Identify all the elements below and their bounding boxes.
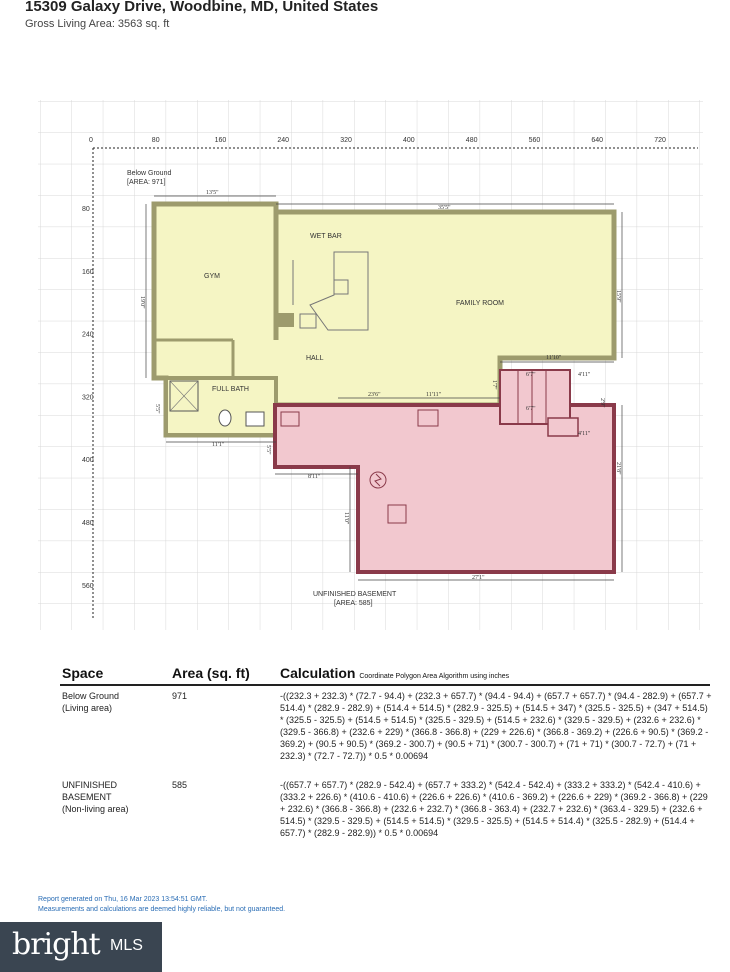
bright-mls-logo: [0, 922, 162, 972]
dim-top-width: 35'5": [438, 205, 451, 211]
col-calc-header: [280, 665, 509, 681]
dim-right-small: 2'9": [599, 398, 605, 408]
dim-step-top: 11'10": [546, 355, 562, 361]
dim-stair-a: 6'7": [526, 372, 536, 378]
logo-brand: bright: [12, 927, 100, 962]
y-tick-label: 80: [82, 206, 90, 213]
row2-calc: -((657.7 + 657.7) * (282.9 - 542.4) + (657.7 + 333.2) * (542.4 - 542.4) + (333.2 + 333.2) * (542.4 - 410.6) + (333.2 + 226.6) * (410.6 - 410.6) + (226.6 + 226.6) * (410.6 - 369.2) + (226.6 + 229) * (369.2 - 366.8) + (229 + 232.6) * (366.8 - 366.8) + (232.6 + 232.7) * (366.8 - 363.4) + (232.7 + 232.6) * (363.4 - 329.5) + (232.6 + 514.5) * (329.5 - 329.5) + (514.5 + 514.5) * (329.5 - 325.5) + (514.5 + 514.4) * (325.5 - 282.9) + (514.4 + 657.7) * (282.9 - 282.9)) * 0.5 * 0.00694: [280, 780, 708, 838]
x-tick-label: 80: [151, 137, 160, 144]
dim-small-side: 5'5": [265, 445, 271, 455]
x-tick-label: 160: [214, 137, 227, 144]
floor-plan: [38, 100, 703, 630]
room-wet-bar: WET BAR: [310, 233, 342, 240]
row2-space: UNFINISHED BASEMENT (Non-living area): [62, 780, 129, 814]
x-tick-label: 240: [277, 137, 290, 144]
dim-mid-a: 23'6": [368, 392, 381, 398]
y-tick-label: 240: [82, 331, 94, 339]
dim-stair-d: 4'11": [578, 431, 591, 437]
x-tick-label: 400: [403, 137, 415, 144]
sink: [246, 412, 264, 426]
col-calc-title: Calculation: [280, 665, 356, 681]
dim-ub-left-width: 8'11": [308, 474, 321, 480]
disclaimer: Measurements and calculations are deemed highly reliable, but not guaranteed.: [38, 906, 286, 913]
row2-area: 585: [172, 780, 188, 790]
dim-bath-side: 5'5": [154, 404, 160, 414]
dim-stair-b: 4'11": [578, 372, 591, 378]
dim-ub-bottom: 27'1": [472, 575, 485, 581]
y-tick-label: 400: [82, 457, 94, 465]
property-address: 15309 Galaxy Drive, Woodbine, MD, United States: [25, 0, 379, 15]
dim-gym-width: 13'5": [206, 190, 219, 196]
col-area-header: Area (sq. ft): [172, 665, 250, 681]
dim-ub-left-height: 11'0": [343, 512, 349, 525]
dim-stair-small: 1'7": [491, 380, 497, 390]
column: [276, 313, 294, 327]
table-rule: [60, 684, 710, 686]
row1-area: 971: [172, 691, 188, 701]
y-tick-label: 560: [82, 582, 94, 590]
logo-suffix: MLS: [110, 937, 143, 954]
dim-bath-width: 11'1": [212, 442, 225, 448]
room-hall: HALL: [306, 355, 324, 362]
dim-right-height: 15'9": [615, 290, 621, 303]
dim-ub-right-height: 21'8": [615, 462, 621, 475]
y-tick-label: 160: [82, 268, 94, 276]
below-ground-label: Below Ground: [127, 170, 172, 177]
dim-mid-b: 11'11": [426, 392, 442, 398]
unfinished-label: UNFINISHED BASEMENT: [313, 591, 397, 598]
room-gym: GYM: [204, 273, 220, 280]
unfinished-area: [AREA: 585]: [334, 600, 373, 607]
col-calc-note: Coordinate Polygon Area Algorithm using inches: [359, 673, 510, 680]
room-full-bath: FULL BATH: [212, 386, 249, 393]
col-space-header: Space: [62, 665, 104, 681]
toilet: [219, 410, 231, 426]
x-tick-label: 480: [465, 137, 478, 144]
x-tick-label: 720: [654, 137, 666, 144]
dim-stair-c: 6'7": [526, 406, 536, 412]
gross-living-area: Gross Living Area: 3563 sq. ft: [25, 18, 170, 30]
x-tick-label: 0: [89, 137, 93, 144]
x-tick-label: 640: [591, 137, 604, 144]
x-tick-label: 320: [340, 137, 352, 144]
dim-gym-height: 19'0": [139, 296, 145, 309]
x-tick-label: 560: [528, 137, 541, 144]
row1-calc: -((232.3 + 232.3) * (72.7 - 94.4) + (232.3 + 657.7) * (94.4 - 94.4) + (657.7 + 657.7) * (94.4 - 282.9) + (657.7 + 514.4) * (282.9 - 282.9) + (514.4 + 514.5) * (282.9 - 325.5) + (514.5 + 347) * (325.5 - 325.5) + (347 + 514.5) * (325.5 - 325.5) + (514.5 + 514.5) * (325.5 - 329.5) + (514.5 + 232.6) * (329.5 - 329.5) + (232.6 + 232.6) * (329.5 - 366.8) + (232.6 + 229) * (366.8 - 366.8) + (229 + 226.6) * (366.8 - 369.2) + (226.6 + 90.5) * (369.2 - 369.2) + (90.5 + 90.5) * (369.2 - 300.7) + (90.5 + 71) * (300.7 - 300.7) + (71 + 71) * (300.7 - 72.7) + (71 + 232.3) * (72.7 - 72.7)) * 0.5 * 0.00694: [280, 691, 712, 761]
below-ground-area: [AREA: 971]: [127, 179, 166, 186]
room-family-room: FAMILY ROOM: [456, 300, 504, 307]
y-tick-label: 320: [82, 394, 94, 402]
y-tick-label: 480: [82, 520, 94, 527]
row1-space: Below Ground (Living area): [62, 691, 120, 713]
report-generated: Report generated on Thu, 16 Mar 2023 13:54:51 GMT.: [38, 896, 208, 903]
